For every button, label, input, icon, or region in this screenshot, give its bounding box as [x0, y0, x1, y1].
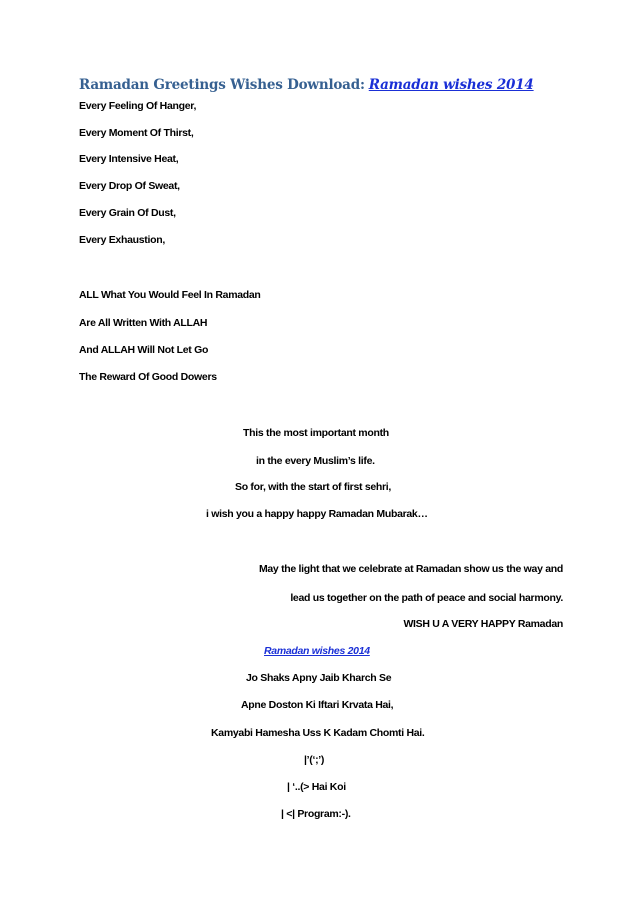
poem-line: Every Intensive Heat,	[79, 153, 179, 165]
center-line: So for, with the start of first sehri,	[235, 481, 392, 493]
poem-line: Every Feeling Of Hanger,	[79, 100, 197, 112]
poem-line: ALL What You Would Feel In Ramadan	[79, 289, 261, 301]
closing-line: Kamyabi Hamesha Uss K Kadam Chomti Hai.	[211, 727, 425, 739]
closing-line: Apne Doston Ki Iftari Krvata Hai,	[241, 699, 394, 711]
poem-line: Every Drop Of Sweat,	[79, 180, 180, 192]
poem-line: Are All Written With ALLAH	[79, 317, 208, 329]
center-line: in the every Muslim’s life.	[256, 455, 375, 467]
closing-line: |’(‘;’)	[304, 754, 325, 766]
poem-line: Every Exhaustion,	[79, 234, 165, 246]
wish-line: lead us together on the path of peace and social harmony.	[290, 592, 563, 604]
center-line: This the most important month	[243, 427, 389, 439]
title-link[interactable]: Ramadan wishes 2014	[368, 77, 534, 93]
poem-line: And ALLAH Will Not Let Go	[79, 344, 209, 356]
poem-line: The Reward Of Good Dowers	[79, 371, 217, 383]
poem-line: Every Moment Of Thirst,	[79, 127, 194, 139]
center-line: i wish you a happy happy Ramadan Mubarak…	[206, 508, 428, 520]
title-text: Ramadan Greetings Wishes Download:	[79, 77, 365, 93]
closing-line: Jo Shaks Apny Jaib Kharch Se	[246, 672, 392, 684]
page-title	[79, 77, 534, 93]
wish-line: WISH U A VERY HAPPY Ramadan	[403, 618, 563, 630]
ramadan-wishes-link[interactable]: Ramadan wishes 2014	[264, 645, 370, 657]
closing-line: | <| Program:-).	[281, 808, 351, 820]
closing-line: | ‘..(> Hai Koi	[287, 781, 346, 793]
poem-line: Every Grain Of Dust,	[79, 207, 176, 219]
wish-line: May the light that we celebrate at Ramadan show us the way and	[258, 563, 563, 575]
